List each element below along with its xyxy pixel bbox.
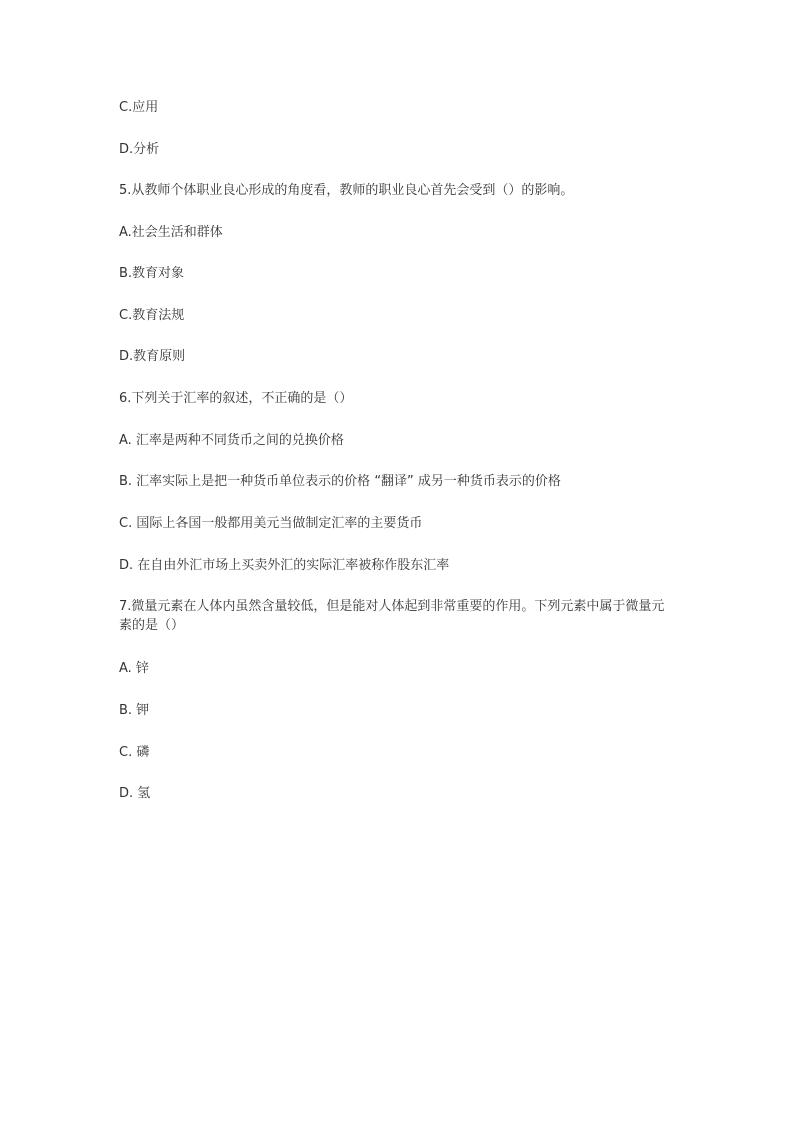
option-d-q4: D.分析 xyxy=(119,142,160,157)
option-c-q4: C.应用 xyxy=(119,100,159,115)
option-c-q7: C. 磷 xyxy=(119,745,150,760)
option-b-q7: B. 钾 xyxy=(119,703,150,718)
question-6: 6.下列关于汇率的叙述，不正确的是（） xyxy=(119,391,353,406)
option-a-q5: A.社会生活和群体 xyxy=(119,225,223,240)
option-d-q5: D.教育原则 xyxy=(119,349,186,364)
option-a-q6: A. 汇率是两种不同货币之间的兑换价格 xyxy=(119,433,344,448)
option-d-q6: D. 在自由外汇市场上买卖外汇的实际汇率被称作股东汇率 xyxy=(119,558,450,573)
option-d-q7: D. 氢 xyxy=(119,786,151,801)
option-c-q6: C. 国际上各国一般都用美元当做制定汇率的主要货币 xyxy=(119,516,423,531)
option-a-q7: A. 锌 xyxy=(119,661,149,676)
option-c-q5: C.教育法规 xyxy=(119,308,185,323)
option-b-q6: B. 汇率实际上是把一种货币单位表示的价格 “翻译” 成另一种货币表示的价格 xyxy=(119,474,561,489)
option-b-q5: B.教育对象 xyxy=(119,266,185,281)
question-7: 7.微量元素在人体内虽然含量较低，但是能对人体起到非常重要的作用。下列元素中属于微量元素的是（） xyxy=(119,599,665,633)
question-5: 5.从教师个体职业良心形成的角度看，教师的职业良心首先会受到（）的影响。 xyxy=(119,183,574,198)
